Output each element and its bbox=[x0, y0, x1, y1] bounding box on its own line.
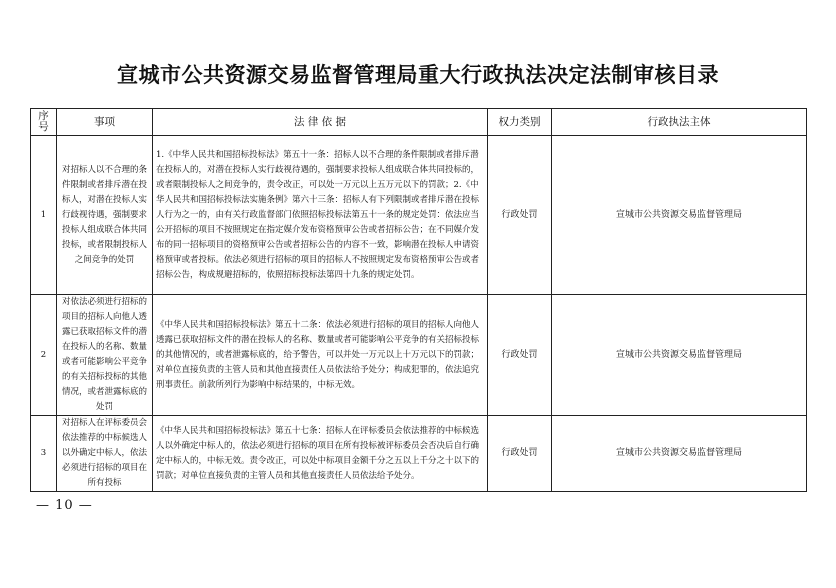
row-power-category: 行政处罚 bbox=[488, 295, 552, 416]
table-row bbox=[31, 136, 807, 295]
row-matter: 对招标人在评标委员会依法推荐的中标候选人以外确定中标人，依法必须进行招标的项目在所有投标 bbox=[57, 416, 153, 492]
row-seq: 2 bbox=[31, 295, 57, 416]
header-matter: 事项 bbox=[57, 109, 153, 136]
row-seq: 3 bbox=[31, 416, 57, 492]
row-enforcement-subject: 宣城市公共资源交易监督管理局 bbox=[552, 295, 807, 416]
row-legal-basis: 《中华人民共和国招标投标法》第五十七条：招标人在评标委员会依法推荐的中标候选人以外确定中标人的，依法必须进行招标的项目在所有投标被评标委员会否决后自行确定中标人的，中标无效。责令改正，可以处中标项目金额千分之五以上千分之十以下的罚款；对单位直接负责的主管人员和其他直接责任人员依法给予处分。 bbox=[153, 416, 488, 492]
row-legal-basis: 《中华人民共和国招标投标法》第五十二条：依法必须进行招标的项目的招标人向他人透露已获取招标文件的潜在投标人的名称、数量或者可能影响公平竞争的有关招标投标的其他情况的，或者泄露标底的，给予警告，可以并处一万元以上十万元以下的罚款；对单位直接负责的主管人员和其他直接责任人员依法给予处分；构成犯罪的，依法追究刑事责任。前款所列行为影响中标结果的，中标无效。 bbox=[153, 295, 488, 416]
row-matter: 对招标人以不合理的条件限制或者排斥潜在投标人，对潜在投标人实行歧视待遇，强制要求投标人组成联合体共同投标，或者限制投标人之间竞争的处罚 bbox=[57, 136, 153, 295]
page-number: — 10 — bbox=[36, 498, 93, 513]
table-header-row bbox=[31, 109, 807, 136]
header-enforcement-subject: 行政执法主体 bbox=[552, 109, 807, 136]
row-matter: 对依法必须进行招标的项目的招标人向他人透露已获取招标文件的潜在投标人的名称、数量或者可能影响公平竞争的有关招标投标的其他情况，或者泄露标底的处罚 bbox=[57, 295, 153, 416]
table-row bbox=[31, 295, 807, 416]
row-legal-basis: 1.《中华人民共和国招标投标法》第五十一条：招标人以不合理的条件限制或者排斥潜在投标人的，对潜在投标人实行歧视待遇的，强制要求投标人组成联合体共同投标的，或者限制投标人之间竞争的，责令改正，可以处一万元以上五万元以下的罚款；2.《中华人民共和国招标投标法实施条例》第六十三条：招标人有下列限制或者排斥潜在投标人行为之一的，由有关行政监督部门依照招标投标法第五十一条的规定处罚：依法应当公开招标的项目不按照规定在指定媒介发布资格预审公告或者招标公告；在不同媒介发布的同一招标项目的资格预审公告或者招标公告的内容不一致，影响潜在投标人申请资格预审或者投标。依法必须进行招标的项目的招标人不按照规定发布资格预审公告或者招标公告，构成规避招标的，依照招标投标法第四十九条的规定处罚。 bbox=[153, 136, 488, 295]
table-row bbox=[31, 416, 807, 492]
header-seq: 序号 bbox=[31, 109, 57, 136]
document-title: 宣城市公共资源交易监督管理局重大行政执法决定法制审核目录 bbox=[117, 62, 719, 87]
row-power-category: 行政处罚 bbox=[488, 416, 552, 492]
row-seq: 1 bbox=[31, 136, 57, 295]
header-legal-basis: 法 律 依 据 bbox=[153, 109, 488, 136]
row-enforcement-subject: 宣城市公共资源交易监督管理局 bbox=[552, 136, 807, 295]
review-catalog-table bbox=[30, 108, 807, 492]
row-power-category: 行政处罚 bbox=[488, 136, 552, 295]
header-power-category: 权力类别 bbox=[488, 109, 552, 136]
row-enforcement-subject: 宣城市公共资源交易监督管理局 bbox=[552, 416, 807, 492]
